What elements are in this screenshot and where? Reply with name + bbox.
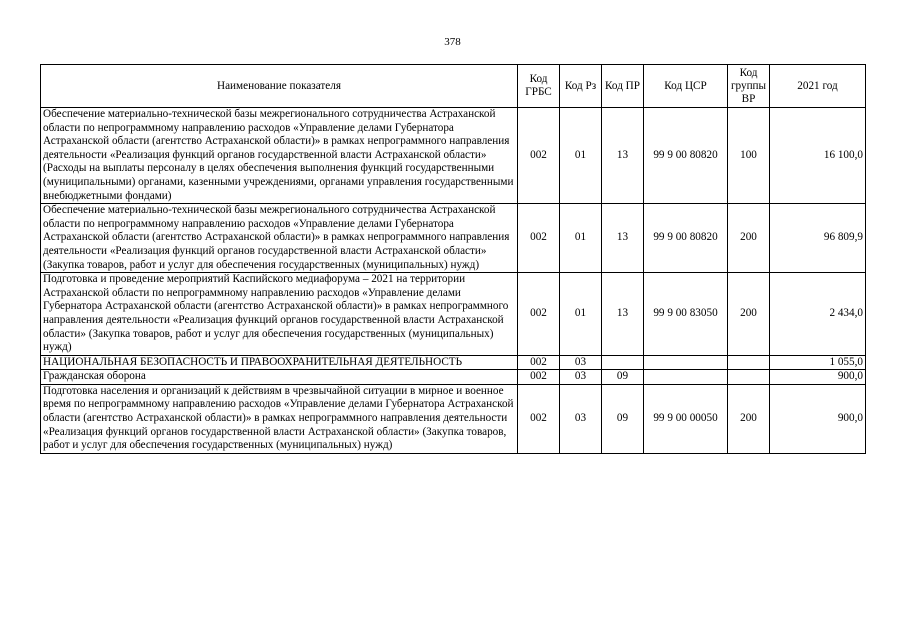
header-pr: Код ПР <box>602 65 644 108</box>
row-sum: 900,0 <box>770 370 866 385</box>
table-row <box>41 370 866 385</box>
row-rz: 03 <box>560 370 602 385</box>
row-vr: 100 <box>728 108 770 204</box>
table-row <box>41 273 866 356</box>
row-sum: 96 809,9 <box>770 204 866 273</box>
header-grbs: Код ГРБС <box>518 65 560 108</box>
row-rz: 01 <box>560 273 602 356</box>
header-sum: 2021 год <box>770 65 866 108</box>
row-sum: 16 100,0 <box>770 108 866 204</box>
row-rz: 01 <box>560 108 602 204</box>
row-sum: 900,0 <box>770 384 866 453</box>
row-pr <box>602 355 644 370</box>
row-vr <box>728 355 770 370</box>
row-vr: 200 <box>728 273 770 356</box>
header-csr: Код ЦСР <box>644 65 728 108</box>
row-name: Обеспечение материально-технической базы межрегионального сотрудничества Астраханской области по непрограммному направлению расходов «Управление делами Губернатора Астраханской области (агентство Астраханской области)» в рамках непрограммного направления деятельности «Реализация функций органов государственной власти Астраханской области» (Закупка товаров, работ и услуг для обеспечения государственных (муниципальных) нужд) <box>41 204 518 273</box>
table-header-row <box>41 65 866 108</box>
header-rz: Код Рз <box>560 65 602 108</box>
budget-table <box>40 64 866 454</box>
row-pr: 13 <box>602 108 644 204</box>
row-grbs: 002 <box>518 384 560 453</box>
header-vr: Код группы ВР <box>728 65 770 108</box>
row-csr: 99 9 00 00050 <box>644 384 728 453</box>
row-rz: 03 <box>560 384 602 453</box>
row-pr: 09 <box>602 384 644 453</box>
table-row <box>41 355 866 370</box>
row-csr <box>644 355 728 370</box>
page-number: 378 <box>444 36 461 48</box>
row-csr: 99 9 00 80820 <box>644 108 728 204</box>
row-vr: 200 <box>728 204 770 273</box>
row-name: НАЦИОНАЛЬНАЯ БЕЗОПАСНОСТЬ И ПРАВООХРАНИТЕЛЬНАЯ ДЕЯТЕЛЬНОСТЬ <box>41 355 518 370</box>
row-csr <box>644 370 728 385</box>
row-pr: 13 <box>602 204 644 273</box>
row-csr: 99 9 00 83050 <box>644 273 728 356</box>
row-rz: 03 <box>560 355 602 370</box>
row-rz: 01 <box>560 204 602 273</box>
row-grbs: 002 <box>518 108 560 204</box>
row-grbs: 002 <box>518 273 560 356</box>
row-sum: 2 434,0 <box>770 273 866 356</box>
row-grbs: 002 <box>518 355 560 370</box>
table-row <box>41 108 866 204</box>
row-vr: 200 <box>728 384 770 453</box>
row-grbs: 002 <box>518 204 560 273</box>
row-name: Обеспечение материально-технической базы межрегионального сотрудничества Астраханской области по непрограммному направлению расходов «Управление делами Губернатора Астраханской области (агентство Астраханской области)» в рамках непрограммного направления деятельности «Реализация функций органов государственной власти Астраханской области» (Расходы на выплаты персоналу в целях обеспечения выполнения функций государственными (муниципальными) органами, казенными учреждениями, органами управления государственными внебюджетными фондами) <box>41 108 518 204</box>
row-name: Гражданская оборона <box>41 370 518 385</box>
row-name: Подготовка и проведение мероприятий Каспийского медиафорума – 2021 на территории Астраханской области по непрограммному направлению расходов «Управление делами Губернатора Астраханской области (агентство Астраханской области)» в рамках непрограммного направления деятельности «Реализация функций органов государственной власти Астраханской области» (Закупка товаров, работ и услуг для обеспечения государственных (муниципальных) нужд) <box>41 273 518 356</box>
header-name: Наименование показателя <box>41 65 518 108</box>
row-pr: 09 <box>602 370 644 385</box>
row-name: Подготовка населения и организаций к действиям в чрезвычайной ситуации в мирное и военное время по непрограммному направлению расходов «Управление делами Губернатора Астраханской области (агентство Астраханской области)» в рамках непрограммного направления деятельности «Реализация функций органов государственной власти Астраханской области» (Закупка товаров, работ и услуг для обеспечения государственных (муниципальных) нужд) <box>41 384 518 453</box>
row-pr: 13 <box>602 273 644 356</box>
table-row <box>41 384 866 453</box>
row-vr <box>728 370 770 385</box>
row-sum: 1 055,0 <box>770 355 866 370</box>
row-csr: 99 9 00 80820 <box>644 204 728 273</box>
row-grbs: 002 <box>518 370 560 385</box>
table-row <box>41 204 866 273</box>
